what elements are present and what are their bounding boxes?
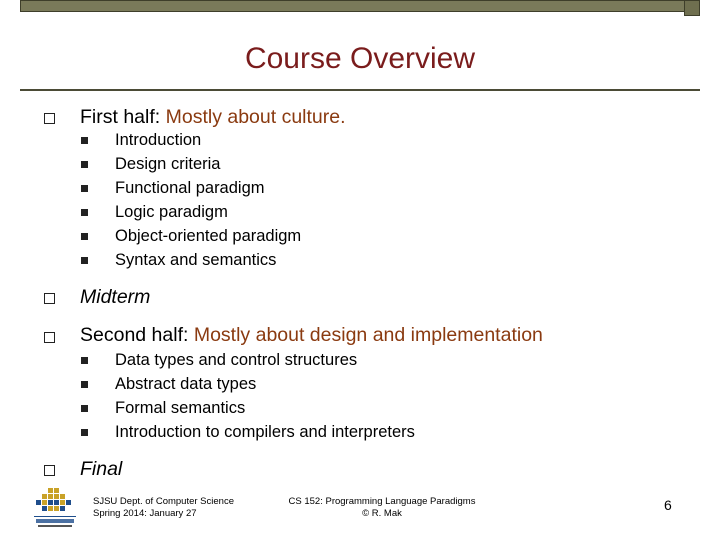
footer-left bbox=[93, 496, 234, 520]
section-description: Mostly about design and implementation bbox=[188, 324, 543, 346]
top-bar-end bbox=[684, 0, 700, 16]
section-label: First half: bbox=[80, 106, 161, 128]
square-bullet-icon bbox=[81, 405, 88, 412]
sjsu-logo-icon bbox=[30, 486, 80, 530]
square-bullet-icon bbox=[81, 429, 88, 436]
footer-dept: SJSU Dept. of Computer Science bbox=[93, 496, 234, 507]
section-midterm: Midterm bbox=[80, 286, 151, 308]
footer-date: Spring 2014: January 27 bbox=[93, 508, 197, 519]
section-second-half bbox=[80, 324, 543, 347]
slide-title: Course Overview bbox=[244, 42, 476, 75]
square-bullet-icon bbox=[81, 185, 88, 192]
footer-course: CS 152: Programming Language Paradigms bbox=[288, 496, 476, 507]
list-item: Abstract data types bbox=[115, 375, 257, 393]
list-item: Data types and control structures bbox=[115, 351, 358, 369]
square-bullet-icon bbox=[81, 357, 88, 364]
checkbox-bullet-icon bbox=[44, 332, 55, 343]
list-item: Introduction bbox=[115, 131, 202, 149]
title-rule bbox=[20, 89, 700, 91]
checkbox-bullet-icon bbox=[44, 293, 55, 304]
square-bullet-icon bbox=[81, 381, 88, 388]
list-item: Design criteria bbox=[115, 155, 221, 173]
footer-center bbox=[282, 496, 482, 520]
square-bullet-icon bbox=[81, 137, 88, 144]
list-item: Object-oriented paradigm bbox=[115, 227, 302, 245]
checkbox-bullet-icon bbox=[44, 465, 55, 476]
section-label: Second half: bbox=[80, 324, 189, 346]
section-final: Final bbox=[80, 458, 123, 480]
square-bullet-icon bbox=[81, 209, 88, 216]
square-bullet-icon bbox=[81, 233, 88, 240]
page-number: 6 bbox=[664, 497, 672, 513]
top-bar bbox=[20, 0, 700, 12]
list-item: Introduction to compilers and interpreters bbox=[115, 423, 415, 441]
list-item: Logic paradigm bbox=[115, 203, 228, 221]
list-item: Syntax and semantics bbox=[115, 251, 277, 269]
list-item: Formal semantics bbox=[115, 399, 246, 417]
section-description: Mostly about culture. bbox=[160, 106, 346, 128]
footer-author: © R. Mak bbox=[362, 508, 402, 519]
square-bullet-icon bbox=[81, 257, 88, 264]
section-first-half bbox=[80, 106, 346, 129]
square-bullet-icon bbox=[81, 161, 88, 168]
list-item: Functional paradigm bbox=[115, 179, 265, 197]
checkbox-bullet-icon bbox=[44, 113, 55, 124]
